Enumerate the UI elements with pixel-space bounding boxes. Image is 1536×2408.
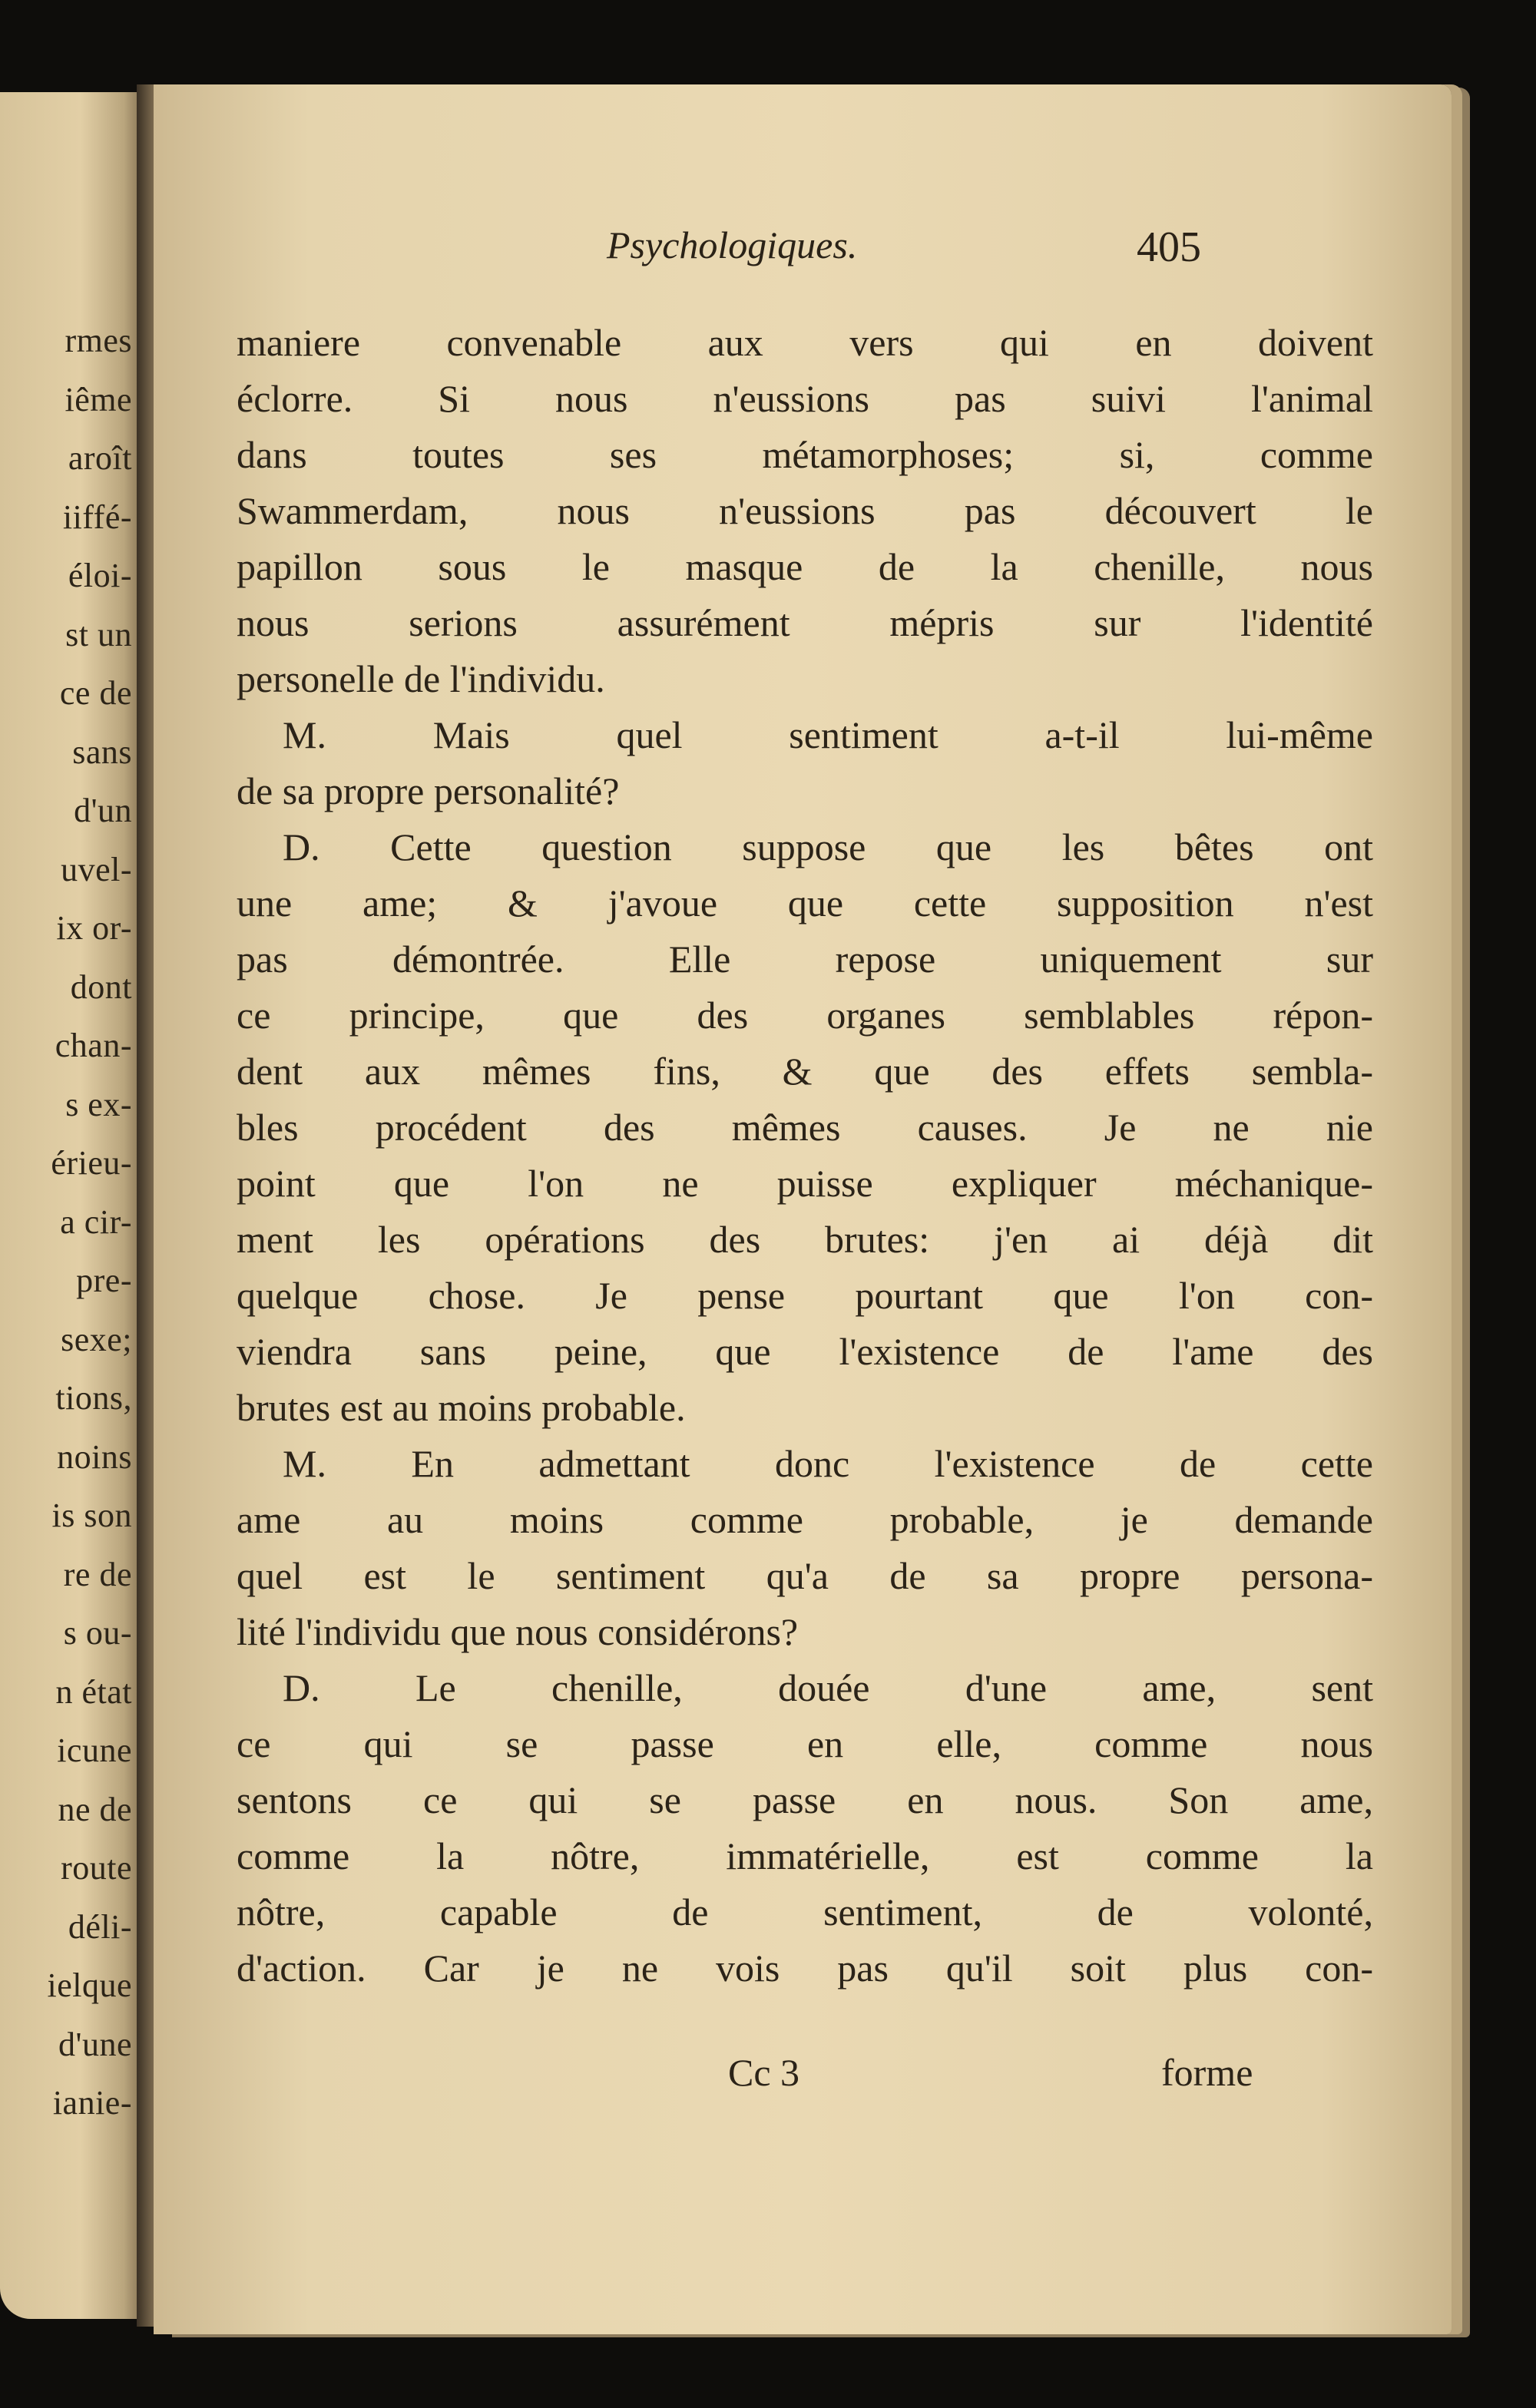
text-line: nôtre, capable de sentiment, de volonté, <box>237 1890 1373 1933</box>
text-line: d'action. Car je ne vois pas qu'il soit plus con- <box>237 1947 1373 1990</box>
previous-page-line: iême <box>65 380 132 418</box>
text-line: ame au moins comme probable, je demande <box>237 1498 1373 1541</box>
previous-page-line: ielque <box>47 1966 132 2004</box>
text-line: éclorre. Si nous n'eussions pas suivi l'animal <box>237 377 1373 420</box>
previous-page-line: s ex- <box>65 1085 132 1123</box>
running-title: Psychologiques. <box>607 223 858 266</box>
text-line: Swammerdam, nous n'eussions pas découvert le <box>237 489 1373 532</box>
text-line: point que l'on ne puisse expliquer méchanique- <box>237 1162 1373 1205</box>
previous-page-line: ianie- <box>52 2084 132 2122</box>
previous-page-line: chan- <box>55 1027 132 1064</box>
catchword: forme <box>1161 2051 1253 2094</box>
text-line: viendra sans peine, que l'existence de l'ame des <box>237 1330 1373 1373</box>
text-line: pas démontrée. Elle repose uniquement sur <box>237 938 1373 981</box>
text-line: nous serions assurément mépris sur l'identité <box>237 601 1373 644</box>
text-line: ment les opérations des brutes: j'en ai déjà dit <box>237 1218 1373 1261</box>
text-line: quel est le sentiment qu'a de sa propre persona- <box>237 1554 1373 1597</box>
text-line: lité l'individu que nous considérons? <box>237 1610 799 1653</box>
previous-page-line: d'une <box>58 2025 132 2063</box>
previous-page-line: ne de <box>58 1790 132 1828</box>
page-header <box>154 223 1452 284</box>
previous-page-line: sans <box>72 733 132 771</box>
text-line: personelle de l'individu. <box>237 657 605 700</box>
previous-page-line: d'un <box>74 792 132 829</box>
text-line: M. En admettant donc l'existence de cette <box>283 1442 1373 1485</box>
previous-page-line: re de <box>63 1555 132 1593</box>
text-line: ce qui se passe en elle, comme nous <box>237 1722 1373 1765</box>
text-line: D. Cette question suppose que les bêtes ont <box>283 825 1373 868</box>
book-page <box>154 84 1452 2334</box>
text-line: bles procédent des mêmes causes. Je ne nie <box>237 1106 1373 1149</box>
previous-page-line: déli- <box>68 1907 132 1946</box>
body-text <box>237 315 1373 1996</box>
text-line: papillon sous le masque de la chenille, nous <box>237 545 1373 588</box>
previous-page-line: st un <box>65 615 132 653</box>
previous-page-line: is son <box>51 1497 132 1534</box>
previous-page-line: route <box>61 1849 132 1887</box>
text-line: ce principe, que des organes semblables répon- <box>237 994 1373 1037</box>
previous-page-line: n état <box>55 1672 132 1711</box>
previous-page-line: ce de <box>59 674 132 712</box>
previous-page-line: éloi- <box>68 557 132 594</box>
text-line: M. Mais quel sentiment a-t-il lui-même <box>283 713 1373 756</box>
text-line: quelque chose. Je pense pourtant que l'on con- <box>237 1274 1373 1317</box>
previous-page-line: rmes <box>65 322 132 359</box>
signature-mark: Cc 3 <box>728 2051 800 2094</box>
text-line: une ame; & j'avoue que cette supposition n'est <box>237 882 1373 925</box>
text-line: de sa propre personalité? <box>237 769 620 812</box>
previous-page-line: uvel- <box>61 850 132 888</box>
text-line: D. Le chenille, douée d'une ame, sent <box>283 1666 1373 1709</box>
previous-page-edge <box>0 92 146 2319</box>
page-footer <box>154 2050 1452 2112</box>
previous-page-line: aroît <box>68 439 132 477</box>
previous-page-line: ix or- <box>56 909 132 947</box>
previous-page-line: icune <box>57 1732 132 1769</box>
text-line: dent aux mêmes fins, & que des effets sembla- <box>237 1050 1373 1093</box>
previous-page-line: a cir- <box>60 1202 132 1241</box>
previous-page-line: dont <box>70 968 132 1006</box>
text-line: sentons ce qui se passe en nous. Son ame, <box>237 1778 1373 1821</box>
text-line: comme la nôtre, immatérielle, est comme la <box>237 1834 1373 1877</box>
text-line: maniere convenable aux vers qui en doivent <box>237 321 1373 364</box>
previous-page-line: tions, <box>55 1379 132 1417</box>
text-line: dans toutes ses métamorphoses; si, comme <box>237 433 1373 476</box>
previous-page-line: s ou- <box>63 1614 132 1652</box>
previous-page-line: pre- <box>76 1262 132 1299</box>
text-line: brutes est au moins probable. <box>237 1386 686 1429</box>
previous-page-line: érieu- <box>51 1144 132 1182</box>
page-number: 405 <box>1137 223 1201 271</box>
previous-page-line: noins <box>57 1437 132 1476</box>
previous-page-line: sexe; <box>61 1320 132 1358</box>
previous-page-line: iiffé- <box>62 498 132 536</box>
